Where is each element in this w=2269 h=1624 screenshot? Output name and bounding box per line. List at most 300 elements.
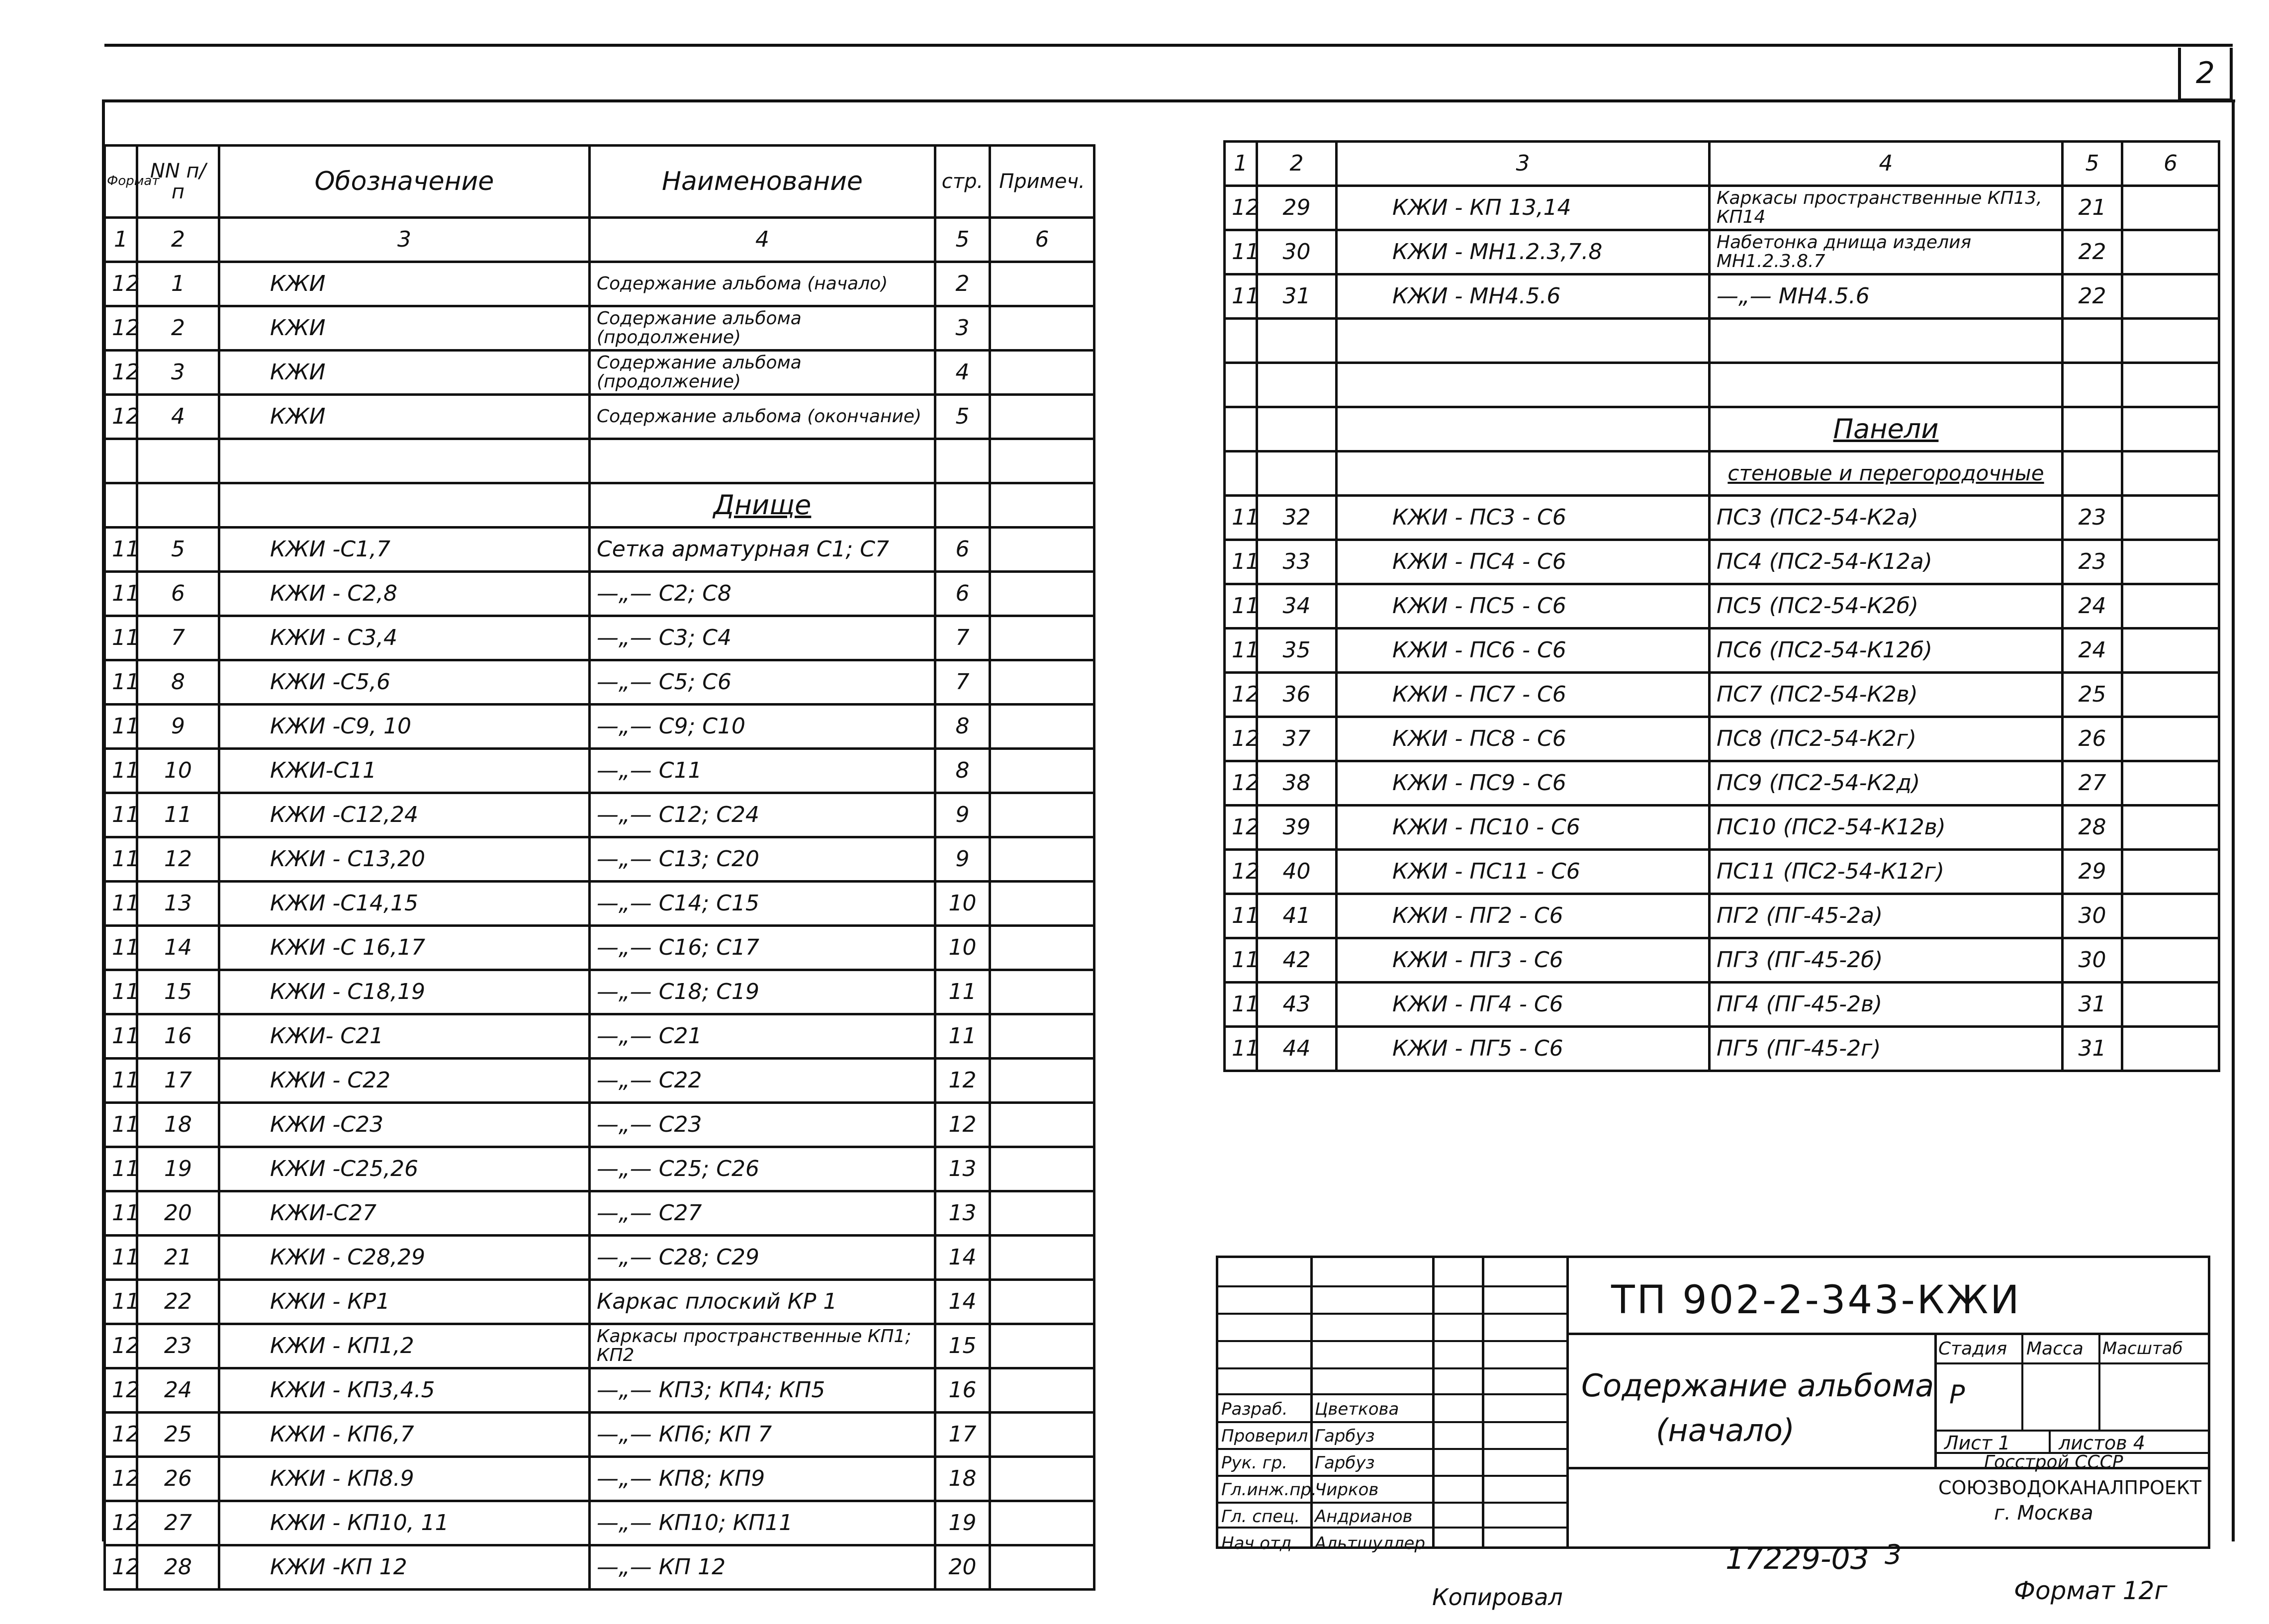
name-cell: ПГ3 (ПГ-45-2б) [1710,938,2063,983]
designation-cell: КЖИ -С14,15 [219,882,590,926]
page-cell: 20 [935,1545,990,1590]
note-cell [990,1103,1094,1147]
empty-cell [1257,319,1337,363]
section-heading [590,483,935,528]
note-cell [2122,850,2219,894]
name-cell: —„— С11 [590,749,935,793]
empty-cell [990,439,1094,483]
inventory-number: 17229-03 [1725,1541,1869,1576]
table-row [105,660,1094,705]
note-cell [990,395,1094,439]
empty-cell [137,483,219,528]
designation-cell: КЖИ - КП3,4.5 [219,1368,590,1413]
table-row [105,837,1094,882]
designation-cell: КЖИ - КП6,7 [219,1413,590,1457]
designation-cell: КЖИ - ПС3 - С6 [1337,496,1710,540]
designation-cell: КЖИ - С3,4 [219,616,590,660]
name-cell: —„— С14; С15 [590,882,935,926]
number-cell: 12 [137,837,219,882]
format-cell: 12 [105,1545,137,1590]
number-cell: 7 [137,616,219,660]
note-cell [990,262,1094,306]
section-title: Панели [1833,413,1939,445]
designation-cell: КЖИ - КП 13,14 [1337,186,1710,230]
name-cell: ПС10 (ПС2-54-К12в) [1710,806,2063,850]
page-cell: 23 [2063,540,2122,584]
empty-cell [2063,407,2122,451]
empty-cell [2122,451,2219,496]
note-cell [990,926,1094,970]
format-cell: 12 [1225,673,1257,717]
number-cell: 18 [137,1103,219,1147]
note-cell [990,1191,1094,1236]
name-cell: —„— КП8; КП9 [590,1457,935,1501]
note-cell [990,970,1094,1014]
format-cell: 11 [105,749,137,793]
stage-label: Стадия [1938,1339,2007,1359]
page-cell: 6 [935,572,990,616]
signature-role: Гл.инж.пр. [1221,1480,1317,1500]
sheet-number-box [2178,48,2233,101]
note-cell [990,837,1094,882]
empty-cell [1257,407,1337,451]
name-cell: —„— С12; С24 [590,793,935,837]
note-cell [990,616,1094,660]
name-cell: ПС5 (ПС2-54-К2б) [1710,584,2063,629]
page-cell: 9 [935,793,990,837]
table-row [1225,850,2219,894]
table-row [105,882,1094,926]
table-row [1225,584,2219,629]
empty-cell [105,439,137,483]
note-cell [990,306,1094,351]
format-cell: 11 [1225,540,1257,584]
table-row [1225,938,2219,983]
name-cell: —„— С5; С6 [590,660,935,705]
designation-cell: КЖИ - С28,29 [219,1236,590,1280]
page-cell: 22 [2063,274,2122,319]
name-cell: ПС9 (ПС2-54-К2д) [1710,761,2063,806]
note-cell [990,1280,1094,1324]
number-cell: 14 [137,926,219,970]
format-cell: 11 [105,837,137,882]
designation-cell: КЖИ - ПС6 - С6 [1337,629,1710,673]
page-cell: 28 [2063,806,2122,850]
note-cell [2122,983,2219,1027]
page-cell: 11 [935,970,990,1014]
table-row [1225,983,2219,1027]
empty-cell [1225,319,1257,363]
note-cell [2122,274,2219,319]
designation-cell: КЖИ - МН4.5.6 [1337,274,1710,319]
stage-value: Р [1949,1380,1965,1410]
number-cell: 3 [137,351,219,395]
table-row [105,528,1094,572]
section-title: стеновые и перегородочные [1727,461,2044,485]
table-row [1225,230,2219,274]
table-row [105,1368,1094,1413]
table-row [105,1103,1094,1147]
note-cell [2122,938,2219,983]
format-cell: 11 [1225,629,1257,673]
note-cell [990,1368,1094,1413]
number-cell: 23 [137,1324,219,1368]
designation-cell: КЖИ -С12,24 [219,793,590,837]
signature-name: Андрианов [1315,1507,1413,1527]
page-cell: 3 [935,306,990,351]
number-cell: 8 [137,660,219,705]
note-cell [990,1413,1094,1457]
designation-cell: КЖИ - МН1.2.3,7.8 [1337,230,1710,274]
empty-cell [2122,319,2219,363]
format-cell: 11 [105,572,137,616]
format-cell: 11 [1225,938,1257,983]
number-cell: 27 [137,1501,219,1545]
designation-cell: КЖИ [219,306,590,351]
format-cell: 12 [1225,806,1257,850]
table-row [105,1545,1094,1590]
column-number-cell: 4 [590,218,935,262]
table-row [105,793,1094,837]
designation-cell: КЖИ - ПГ2 - С6 [1337,894,1710,938]
name-cell: —„— С22 [590,1059,935,1103]
name-cell: ПС7 (ПС2-54-К2в) [1710,673,2063,717]
page-cell: 7 [935,616,990,660]
empty-cell [2063,319,2122,363]
note-cell [990,1059,1094,1103]
format-cell: 11 [105,1191,137,1236]
signature-role: Проверил [1221,1426,1308,1446]
format-label: Формат 12г [2014,1576,2168,1605]
name-cell: —„— КП6; КП 7 [590,1413,935,1457]
empty-cell [1337,407,1710,451]
empty-cell [1337,363,1710,407]
name-cell: —„— КП 12 [590,1545,935,1590]
format-cell: 11 [1225,274,1257,319]
note-cell [2122,584,2219,629]
page-cell: 25 [2063,673,2122,717]
page-cell: 27 [2063,761,2122,806]
stamp-title-1: Содержание альбома [1581,1367,1934,1404]
format-cell: 11 [105,616,137,660]
name-cell: Сетка арматурная С1; С7 [590,528,935,572]
table-row [105,616,1094,660]
format-cell: 11 [1225,983,1257,1027]
name-cell: Каркасы пространственные КП13, КП14 [1710,186,2063,230]
designation-cell: КЖИ [219,395,590,439]
title-block [1216,1256,2210,1553]
empty-cell [219,483,590,528]
name-cell: Содержание альбома (продолжение) [590,351,935,395]
header-cell: Наименование [590,146,935,218]
note-cell [2122,629,2219,673]
signature-role: Гл. спец. [1221,1507,1300,1527]
page-cell: 5 [935,395,990,439]
frame-right [2232,99,2235,1541]
table-row [1225,1027,2219,1071]
table-row [1225,761,2219,806]
signature-name: Гарбуз [1315,1426,1375,1446]
empty-cell [1257,363,1337,407]
note-cell [990,793,1094,837]
format-cell: 11 [105,528,137,572]
section-heading [1710,407,2063,451]
number-cell: 26 [137,1457,219,1501]
designation-cell: КЖИ-С27 [219,1191,590,1236]
section-heading [1710,319,2063,363]
format-cell: 11 [105,882,137,926]
note-cell [2122,806,2219,850]
frame-top [102,99,2235,102]
number-cell: 16 [137,1014,219,1059]
page-cell: 13 [935,1147,990,1191]
top-rule [104,44,2233,47]
format-cell: 11 [105,1280,137,1324]
designation-cell: КЖИ - ПГ4 - С6 [1337,983,1710,1027]
page-cell: 18 [935,1457,990,1501]
page-cell: 11 [935,1014,990,1059]
designation-cell: КЖИ -С9, 10 [219,705,590,749]
page-cell: 21 [2063,186,2122,230]
designation-cell: КЖИ -С23 [219,1103,590,1147]
designation-cell: КЖИ - ПС7 - С6 [1337,673,1710,717]
number-cell: 42 [1257,938,1337,983]
number-cell: 6 [137,572,219,616]
designation-cell: КЖИ - КП8.9 [219,1457,590,1501]
empty-cell [137,439,219,483]
right-contents-table [1223,140,2220,1072]
format-cell: 11 [105,1147,137,1191]
table-row [1225,407,2219,451]
name-cell: ПС11 (ПС2-54-К12г) [1710,850,2063,894]
sheet-number: 2 [2195,56,2215,90]
number-cell: 11 [137,793,219,837]
designation-cell: КЖИ - ПС11 - С6 [1337,850,1710,894]
format-cell: 12 [105,262,137,306]
designation-cell: КЖИ - С2,8 [219,572,590,616]
page-cell: 12 [935,1103,990,1147]
format-cell: 12 [105,395,137,439]
empty-cell [2063,363,2122,407]
format-cell: 11 [1225,230,1257,274]
section-heading [1710,363,2063,407]
format-cell: 12 [105,1457,137,1501]
designation-cell: КЖИ-С11 [219,749,590,793]
table-row [105,1191,1094,1236]
format-cell: 11 [105,1236,137,1280]
page-cell: 31 [2063,1027,2122,1071]
table-row [105,1501,1094,1545]
page-cell: 6 [935,528,990,572]
table-row [105,572,1094,616]
section-title: Днище [713,489,812,521]
name-cell: —„— С2; С8 [590,572,935,616]
note-cell [990,705,1094,749]
number-cell: 15 [137,970,219,1014]
page-cell: 14 [935,1280,990,1324]
format-cell: 12 [1225,717,1257,761]
note-cell [990,1014,1094,1059]
page-cell: 10 [935,882,990,926]
name-cell: —„— КП3; КП4; КП5 [590,1368,935,1413]
designation-cell: КЖИ - С18,19 [219,970,590,1014]
number-cell: 43 [1257,983,1337,1027]
note-cell [990,1324,1094,1368]
table-row [1225,629,2219,673]
name-cell: —„— КП10; КП11 [590,1501,935,1545]
stamp-title-2: (начало) [1656,1412,1795,1448]
table-row [105,1280,1094,1324]
table-row [1225,894,2219,938]
column-number-cell: 6 [2122,142,2219,186]
column-number-cell: 6 [990,218,1094,262]
format-cell: 11 [105,1014,137,1059]
signature-role: Нач отд. [1221,1534,1297,1553]
name-cell: Содержание альбома (продолжение) [590,306,935,351]
section-heading [590,439,935,483]
name-cell: —„— С16; С17 [590,926,935,970]
column-number-cell: 1 [105,218,137,262]
designation-cell: КЖИ [219,262,590,306]
note-cell [2122,230,2219,274]
table-row [105,439,1094,483]
page-cell: 7 [935,660,990,705]
number-cell: 9 [137,705,219,749]
scale-label: Масштаб [2102,1339,2183,1358]
name-cell: ПС3 (ПС2-54-К2а) [1710,496,2063,540]
number-cell: 1 [137,262,219,306]
signature-role: Разраб. [1221,1399,1288,1419]
note-cell [990,1501,1094,1545]
table-row [1225,363,2219,407]
note-cell [990,528,1094,572]
format-cell: 12 [105,306,137,351]
name-cell: —„— С23 [590,1103,935,1147]
page-cell: 30 [2063,894,2122,938]
header-cell: Формат [105,146,137,218]
page-cell: 12 [935,1059,990,1103]
table-row [1225,186,2219,230]
page-cell: 24 [2063,629,2122,673]
designation-cell: КЖИ -КП 12 [219,1545,590,1590]
empty-cell [1225,407,1257,451]
column-number-cell: 3 [1337,142,1710,186]
table-row [1225,451,2219,496]
mass-label: Масса [2026,1339,2084,1359]
signature-role: Рук. гр. [1221,1453,1288,1473]
note-cell [2122,894,2219,938]
note-cell [990,882,1094,926]
number-cell: 2 [137,306,219,351]
note-cell [2122,540,2219,584]
copied-label: Копировал [1432,1584,1563,1611]
designation-cell: КЖИ -С25,26 [219,1147,590,1191]
name-cell: Содержание альбома (начало) [590,262,935,306]
note-cell [990,1457,1094,1501]
number-cell: 21 [137,1236,219,1280]
format-cell: 12 [1225,186,1257,230]
note-cell [2122,761,2219,806]
note-cell [990,1545,1094,1590]
column-number-cell: 2 [1257,142,1337,186]
page-cell: 16 [935,1368,990,1413]
name-cell: ПС6 (ПС2-54-К12б) [1710,629,2063,673]
note-cell [990,749,1094,793]
table-row [105,483,1094,528]
designation-cell: КЖИ - КР1 [219,1280,590,1324]
name-cell: —„— С28; С29 [590,1236,935,1280]
name-cell: ПГ2 (ПГ-45-2а) [1710,894,2063,938]
name-cell: —„— С13; С20 [590,837,935,882]
page-cell: 15 [935,1324,990,1368]
note-cell [2122,496,2219,540]
designation-cell: КЖИ [219,351,590,395]
name-cell: Набетонка днища изделия МН1.2.3.8.7 [1710,230,2063,274]
page-cell: 29 [2063,850,2122,894]
format-cell: 12 [105,1501,137,1545]
table-row [1225,673,2219,717]
sheet-label: Лист 1 [1944,1432,2010,1454]
note-cell [2122,673,2219,717]
page-cell: 17 [935,1413,990,1457]
format-cell: 11 [105,660,137,705]
empty-cell [1337,451,1710,496]
header-cell: стр. [935,146,990,218]
sheets-label: листов 4 [2059,1432,2145,1454]
designation-cell: КЖИ - ПС4 - С6 [1337,540,1710,584]
format-cell: 11 [105,926,137,970]
page-cell: 13 [935,1191,990,1236]
format-cell: 11 [105,970,137,1014]
number-cell: 10 [137,749,219,793]
designation-cell: КЖИ - ПС8 - С6 [1337,717,1710,761]
table-row [105,395,1094,439]
number-cell: 20 [137,1191,219,1236]
number-cell: 29 [1257,186,1337,230]
table-row [105,262,1094,306]
page-cell: 30 [2063,938,2122,983]
note-cell [990,351,1094,395]
name-cell: Каркасы пространственные КП1; КП2 [590,1324,935,1368]
page-cell: 26 [2063,717,2122,761]
name-cell: —„— С3; С4 [590,616,935,660]
number-cell: 19 [137,1147,219,1191]
designation-cell: КЖИ - ПС5 - С6 [1337,584,1710,629]
number-cell: 33 [1257,540,1337,584]
number-cell: 17 [137,1059,219,1103]
empty-cell [105,483,137,528]
designation-cell: КЖИ -С1,7 [219,528,590,572]
format-cell: 12 [105,351,137,395]
number-cell: 41 [1257,894,1337,938]
note-cell [990,572,1094,616]
format-cell: 12 [1225,761,1257,806]
empty-cell [990,483,1094,528]
name-cell: Каркас плоский КР 1 [590,1280,935,1324]
page-cell: 10 [935,926,990,970]
designation-cell: КЖИ - ПГ5 - С6 [1337,1027,1710,1071]
number-cell: 40 [1257,850,1337,894]
table-row [105,749,1094,793]
column-number-cell: 2 [137,218,219,262]
number-cell: 38 [1257,761,1337,806]
number-cell: 28 [137,1545,219,1590]
signature-name: Гарбуз [1315,1453,1375,1473]
table-row [105,1236,1094,1280]
number-cell: 39 [1257,806,1337,850]
note-cell [990,1236,1094,1280]
name-cell: Содержание альбома (окончание) [590,395,935,439]
